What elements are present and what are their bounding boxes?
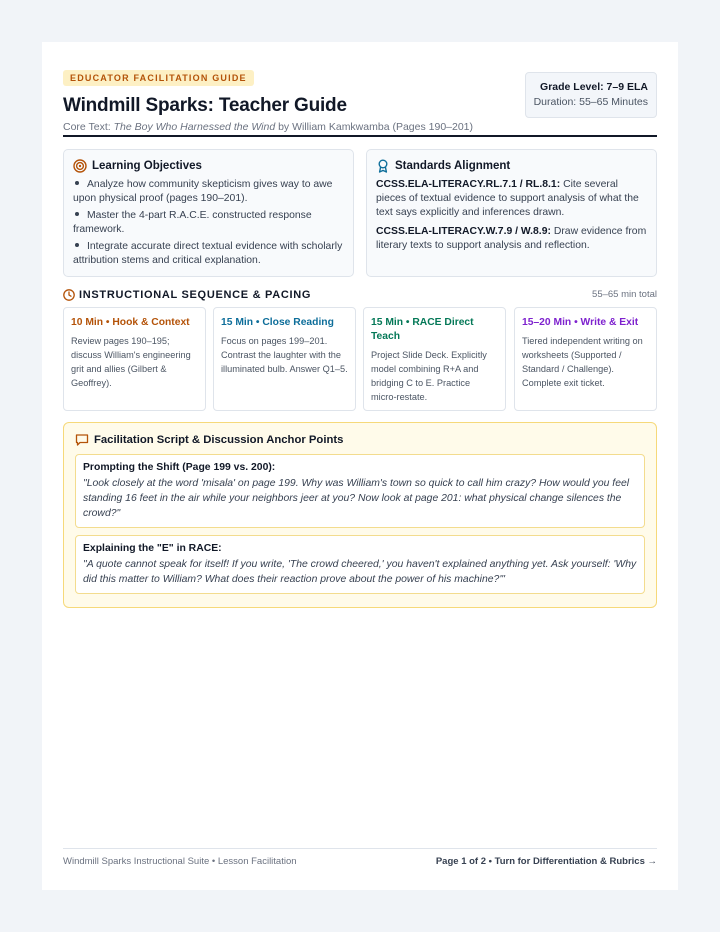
objectives-list — [73, 178, 344, 268]
step-title: 15 Min • RACE Direct Teach — [371, 317, 474, 342]
pacing-step — [63, 307, 206, 411]
duration: Duration: 55–65 Minutes — [533, 96, 648, 108]
pacing-step — [213, 307, 356, 411]
footer-page-indicator: Page 1 of 2 • Turn for Differentiation & Rubrics → — [435, 856, 657, 867]
book-title: The Boy Who Harnessed the Wind — [113, 121, 276, 133]
page-content — [63, 68, 657, 867]
objectives-title: Learning Objectives — [92, 160, 202, 172]
pacing-step — [363, 307, 506, 411]
anchor-point — [75, 535, 645, 594]
footer-suite: Windmill Sparks Instructional Suite • Lesson Facilitation — [63, 856, 297, 867]
standards-heading — [376, 159, 647, 173]
header-divider — [63, 135, 657, 137]
standard-text: Cite several pieces of textual evidence to support analysis of what the text says explicitly and inferences drawn. — [376, 179, 639, 218]
sequence-title: INSTRUCTIONAL SEQUENCE & PACING — [79, 289, 312, 301]
guide-page — [42, 42, 678, 890]
pacing-steps — [63, 307, 657, 411]
bullet-icon — [75, 212, 79, 216]
standard-text: Draw evidence from literary texts to support analysis and reflection. — [376, 226, 647, 251]
standard-code: CCSS.ELA-LITERACY.RL.7.1 / RL.8.1: — [376, 179, 561, 190]
objective-item: Master the 4-part R.A.C.E. constructed response framework. — [73, 210, 312, 235]
footer-divider — [63, 848, 657, 849]
anchor-quote: "A quote cannot speak for itself! If you write, 'The crowd cheered,' you haven't explained anything yet. Ask yourself: 'Why did this matter to William? What does their reaction prove about the power of his machine?'" — [83, 559, 637, 585]
eyebrow-badge: EDUCATOR FACILITATION GUIDE — [63, 70, 254, 86]
anchor-quote: "Look closely at the word 'misala' on page 199. Why was William's town so quick to call him crazy? How would you feel standing 16 feet in the air while your neighbors jeer at you? Now look at page 201: what physical change silences the crowd?" — [83, 478, 630, 519]
page-title: Windmill Sparks: Teacher Guide — [63, 95, 347, 116]
grade-duration-box — [525, 72, 657, 118]
script-heading — [75, 433, 645, 447]
step-title: 10 Min • Hook & Context — [71, 317, 190, 328]
clock-icon — [63, 289, 75, 301]
anchor-title: Prompting the Shift (Page 199 vs. 200): — [83, 462, 276, 473]
grade-level: Grade Level: 7–9 ELA — [540, 81, 648, 93]
core-text-line — [63, 121, 657, 133]
standards-title: Standards Alignment — [395, 160, 511, 172]
standard-item — [376, 225, 647, 253]
step-body: Review pages 190–195; discuss William's engineering grit and allies (Gilbert & Geoffrey). — [71, 336, 191, 388]
anchor-title: Explaining the "E" in RACE: — [83, 543, 222, 554]
speech-bubble-icon — [75, 433, 89, 447]
core-text-label: Core Text: — [63, 121, 111, 133]
step-title: 15 Min • Close Reading — [221, 317, 334, 328]
pacing-step — [514, 307, 657, 411]
objectives-heading — [73, 159, 344, 173]
objective-item: Analyze how community skepticism gives way to awe upon physical proof (pages 190–201). — [73, 179, 333, 204]
script-title: Facilitation Script & Discussion Anchor Points — [94, 434, 344, 446]
step-body: Tiered independent writing on worksheets (Supported / Standard / Challenge). Complete exit ticket. — [522, 336, 643, 388]
facilitation-script-panel — [63, 422, 657, 608]
step-body: Focus on pages 199–201. Contrast the laughter with the illuminated bulb. Answer Q1–5. — [221, 336, 348, 374]
bullet-icon — [75, 243, 79, 247]
learning-objectives-card — [63, 149, 354, 277]
standard-item — [376, 178, 647, 220]
sequence-heading — [63, 288, 657, 302]
standards-alignment-card — [366, 149, 657, 277]
sequence-total: 55–65 min total — [592, 289, 657, 300]
objectives-standards-row — [63, 149, 657, 277]
anchor-point — [75, 454, 645, 528]
award-ribbon-icon — [376, 159, 390, 173]
step-title: 15–20 Min • Write & Exit — [522, 317, 639, 328]
target-icon — [73, 159, 87, 173]
author-pages: by William Kamkwamba (Pages 190–201) — [278, 121, 474, 133]
objective-item: Integrate accurate direct textual evidence with scholarly attribution stems and critical explanation. — [73, 241, 343, 266]
bullet-icon — [75, 181, 79, 185]
step-body: Project Slide Deck. Explicitly model combining R+A and bridging C to E. Practice micro-restate. — [371, 350, 487, 402]
standard-code: CCSS.ELA-LITERACY.W.7.9 / W.8.9: — [376, 226, 551, 237]
